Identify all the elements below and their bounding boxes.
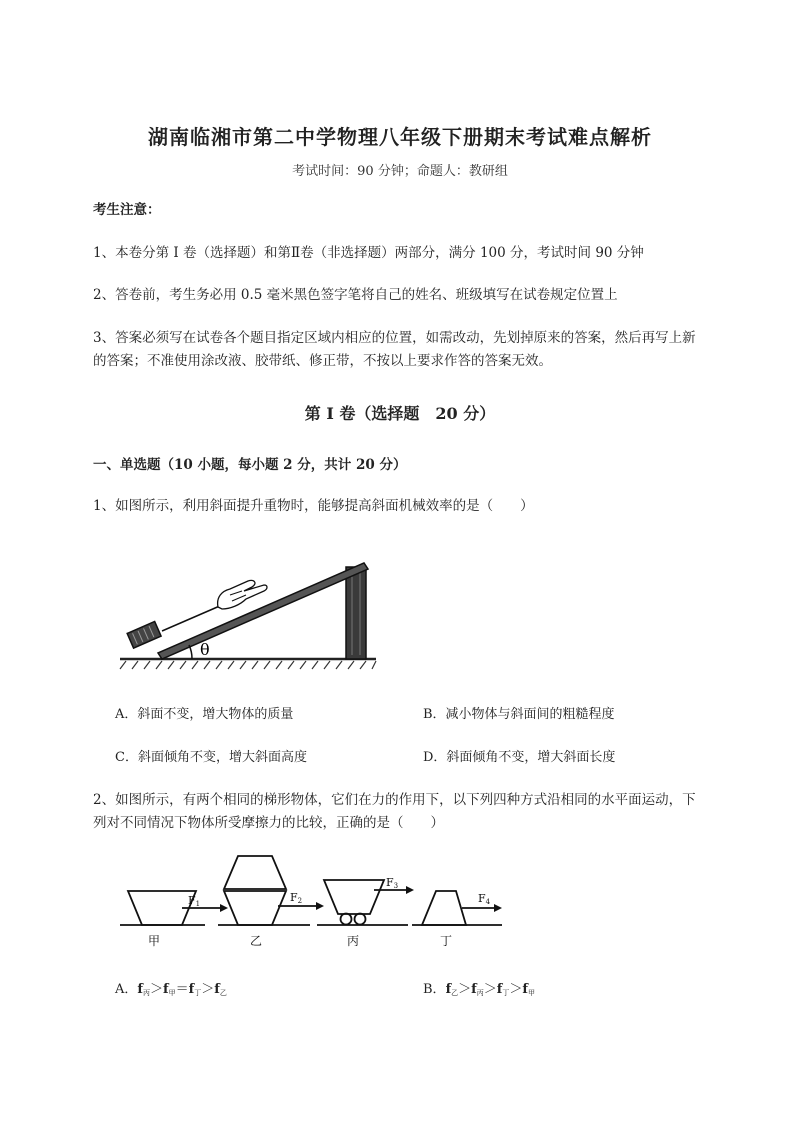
notice-item-2: 2、答卷前，考生务必用 0.5 毫米黑色签字笔将自己的姓名、班级填写在试卷规定位置上 bbox=[93, 287, 618, 303]
label-bing: 丙 bbox=[346, 934, 360, 948]
incline-plank bbox=[158, 563, 368, 659]
force-label-f1: F bbox=[188, 894, 196, 907]
force-sub-1: 1 bbox=[195, 900, 201, 908]
friction-symbol: f bbox=[188, 982, 195, 997]
operator: ＞ bbox=[509, 982, 523, 997]
label-yi: 乙 bbox=[249, 934, 263, 948]
friction-symbol: f bbox=[137, 982, 143, 997]
trapezoid-yi-top bbox=[224, 856, 286, 889]
svg-text:F3 bbox=[386, 876, 398, 890]
notice-item-3-cont: 的答案；不准使用涂改液、胶带纸、修正带，不按以上要求作答的答案无效。 bbox=[93, 353, 552, 369]
subscript: 甲 bbox=[168, 989, 176, 997]
arrow-f3 bbox=[406, 886, 414, 894]
friction-symbol: f bbox=[496, 982, 503, 997]
trapezoid-bing bbox=[324, 880, 384, 914]
q2-option-b[interactable] bbox=[423, 978, 535, 998]
subscript: 丙 bbox=[476, 989, 484, 997]
ground-hatching bbox=[120, 661, 376, 669]
block-object bbox=[127, 621, 161, 648]
force-label-f3: F bbox=[386, 876, 394, 889]
label-ding: 丁 bbox=[439, 934, 453, 948]
q2-option-a[interactable] bbox=[115, 978, 227, 998]
force-sub-3: 3 bbox=[393, 882, 399, 890]
force-label-f4: F bbox=[478, 892, 486, 905]
arrow-f2 bbox=[316, 902, 324, 910]
operator: ＞ bbox=[483, 982, 497, 997]
force-sub-2: 2 bbox=[297, 897, 303, 905]
friction-symbol: f bbox=[163, 982, 169, 997]
subscript: 丁 bbox=[502, 989, 510, 997]
arrow-f1 bbox=[220, 904, 228, 912]
support-pillar bbox=[346, 567, 366, 659]
label-jia: 甲 bbox=[147, 934, 161, 948]
angle-theta-label: θ bbox=[200, 640, 210, 659]
svg-text:F2 bbox=[290, 891, 302, 905]
operator: ＝ bbox=[175, 982, 189, 997]
svg-text:F1 bbox=[188, 894, 200, 908]
friction-symbol: f bbox=[445, 982, 452, 997]
q1-option-d[interactable]: D．斜面倾角不变，增大斜面长度 bbox=[423, 750, 616, 765]
q1-option-a[interactable]: A．斜面不变，增大物体的质量 bbox=[115, 707, 294, 722]
page-title: 湖南临湘市第二中学物理八年级下册期末考试难点解析 bbox=[148, 125, 652, 149]
force-label-f2: F bbox=[290, 891, 298, 904]
roller-right bbox=[355, 914, 366, 925]
exam-info: 考试时间：90 分钟；命题人：教研组 bbox=[292, 164, 508, 179]
option-prefix: B． bbox=[423, 982, 446, 997]
subscript: 乙 bbox=[219, 989, 227, 997]
hand-icon bbox=[218, 580, 267, 609]
q1-option-b[interactable]: B．减小物体与斜面间的粗糙程度 bbox=[423, 707, 615, 722]
q1-option-c[interactable]: C．斜面倾角不变，增大斜面高度 bbox=[115, 750, 307, 765]
notice-heading: 考生注意： bbox=[93, 202, 161, 218]
trapezoid-ding bbox=[422, 891, 466, 925]
force-sub-4: 4 bbox=[485, 898, 491, 906]
q1-incline-figure bbox=[118, 545, 380, 673]
option-prefix: A． bbox=[115, 982, 138, 997]
q2-friction-figure bbox=[110, 850, 510, 950]
friction-symbol: f bbox=[471, 982, 477, 997]
arrow-f4 bbox=[494, 904, 502, 912]
operator: ＞ bbox=[149, 982, 163, 997]
notice-item-3: 3、答案必须写在试卷各个题目指定区域内相应的位置，如需改动，先划掉原来的答案，然后再写上新 bbox=[93, 330, 696, 346]
friction-symbol: f bbox=[522, 982, 528, 997]
part-heading: 一、单选题（10 小题，每小题 2 分，共计 20 分） bbox=[93, 457, 407, 473]
operator: ＞ bbox=[458, 982, 472, 997]
operator: ＞ bbox=[201, 982, 215, 997]
subscript: 乙 bbox=[451, 989, 459, 997]
subscript: 丙 bbox=[142, 989, 150, 997]
trapezoid-yi-bottom bbox=[224, 891, 286, 925]
section-title: 第 I 卷（选择题 20 分） bbox=[304, 404, 496, 423]
svg-text:F4 bbox=[478, 892, 491, 906]
q2-stem-line2: 列对不同情况下物体所受摩擦力的比较，正确的是（ ） bbox=[93, 815, 444, 831]
friction-symbol: f bbox=[214, 982, 220, 997]
q2-stem-line1: 2、如图所示，有两个相同的梯形物体，它们在力的作用下，以下列四种方式沿相同的水平面运动，下 bbox=[93, 792, 696, 808]
roller-left bbox=[341, 914, 352, 925]
q1-stem: 1、如图所示，利用斜面提升重物时，能够提高斜面机械效率的是（ ） bbox=[93, 498, 534, 514]
subscript: 丁 bbox=[194, 989, 202, 997]
subscript: 甲 bbox=[527, 989, 535, 997]
notice-item-1: 1、本卷分第 I 卷（选择题）和第Ⅱ卷（非选择题）两部分，满分 100 分，考试时间 90 分钟 bbox=[93, 245, 644, 261]
